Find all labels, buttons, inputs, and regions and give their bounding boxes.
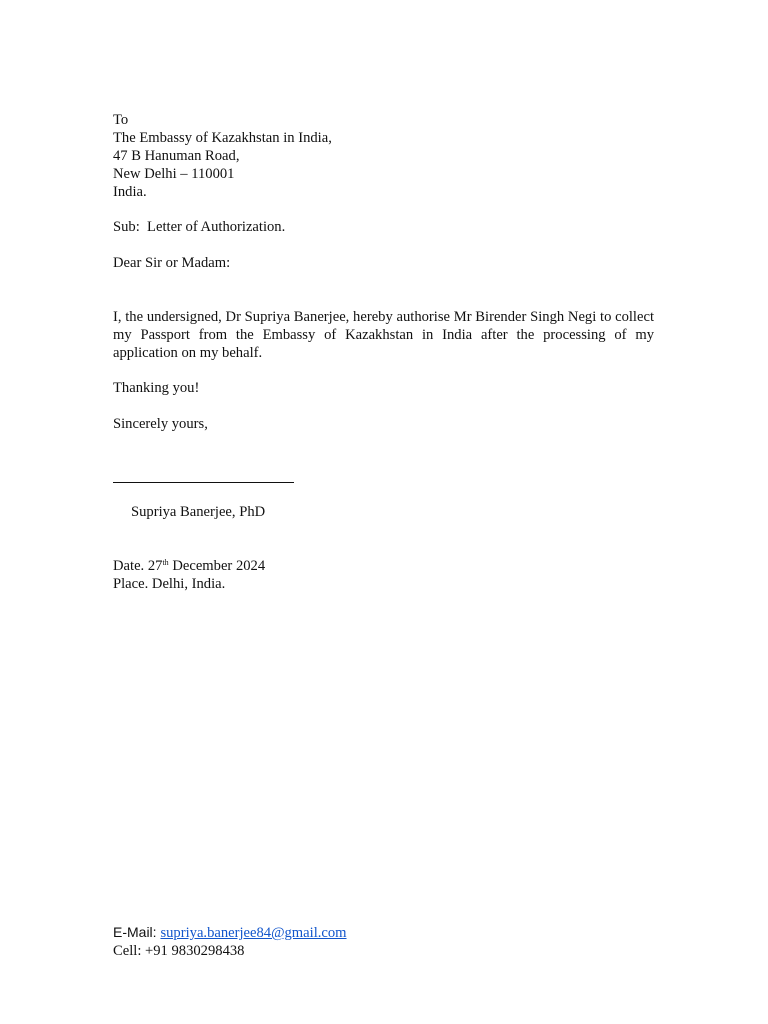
address-country: India.	[113, 184, 147, 200]
address-recipient: The Embassy of Kazakhstan in India,	[113, 130, 332, 146]
address-city: New Delhi – 110001	[113, 166, 235, 182]
date-suffix: th	[162, 558, 169, 567]
letter-body: I, the undersigned, Dr Supriya Banerjee, hereby authorise Mr Birender Singh Negi to collect my Passport from the Embassy of Kazakhstan in India after the processing of my application on my behalf.	[113, 309, 654, 361]
email-link[interactable]: supriya.banerjee84@gmail.com	[160, 925, 347, 941]
email-line	[113, 923, 347, 942]
cell-line: Cell: +91 9830298438	[113, 943, 245, 959]
thanks-line: Thanking you!	[113, 380, 200, 396]
date-prefix: Date. 27	[113, 558, 163, 574]
salutation: Dear Sir or Madam:	[113, 255, 231, 271]
subject-line: Sub: Letter of Authorization.	[113, 219, 286, 235]
signature-line	[113, 482, 294, 483]
address-street: 47 B Hanuman Road,	[113, 148, 240, 164]
date-line	[113, 557, 265, 575]
closing-line: Sincerely yours,	[113, 416, 208, 432]
signatory-name: Supriya Banerjee, PhD	[131, 504, 266, 520]
email-label: E-Mail:	[113, 924, 161, 940]
date-rest: December 2024	[168, 558, 266, 574]
place-line: Place. Delhi, India.	[113, 576, 226, 592]
address-to: To	[113, 112, 129, 128]
